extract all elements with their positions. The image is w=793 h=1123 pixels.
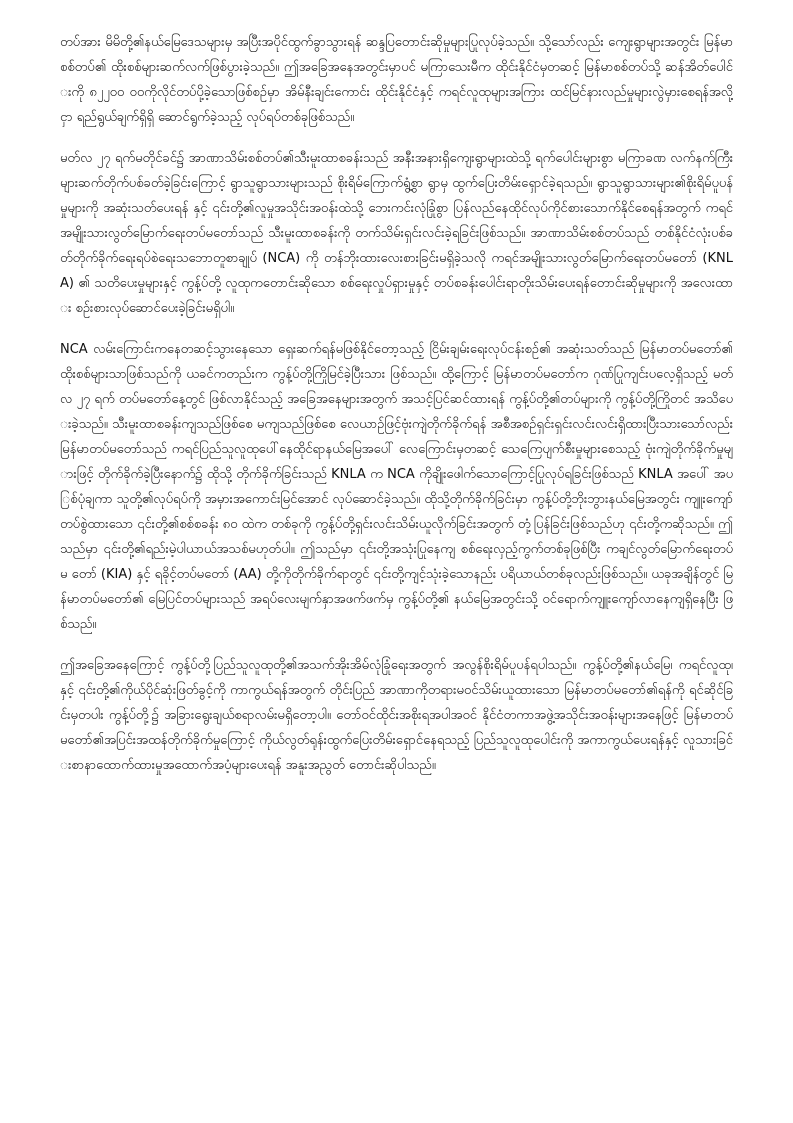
paragraph-march-27-events: မတ်လ ၂၇ ရက်မတိုင်ခင်၌ အာဏာသိမ်းစစ်တပ်၏သီးမူးထာစခန်းသည် အနီးအနားရှိကျေးရွာများထဲသို့ ရက်ပေါင်းများစွာ မကြာခဏ လက်နက်ကြီးများဆက်တိုက်ပစ်ခတ်ခဲ့ခြင်းကြောင့် ရွာသူရွာသားများသည် စိုးရိမ်ကြောက်ရွံ့စွာ ရွာမှ ထွက်ပြေးတိမ်းရှောင်ခဲ့ရသည်။ ရွာသူရွာသားများ၏စိုးရိမ်ပူပန်မှုများကို အဆုံးသတ်ပေးရန် နှင့် ၎င်းတို့၏လူမှုအသိုင်းအဝန်းထဲသို့ ဘေးကင်းလုံခြုံစွာ ပြန်လည်နေထိုင်လုပ်ကိုင်စားသောက်နိုင်စေရန်အတွက် ကရင်အမျိုးသားလွတ်မြောက်ရေးတပ်မတော်သည် သီးမူးထာစခန်းကို တက်သိမ်းရှင်းလင်းခဲ့ရခြင်းဖြစ်သည်။ အာဏာသိမ်းစစ်တပ်သည် တစ်နိုင်ငံလုံးပစ်ခတ်တိုက်ခိုက်ရေးရပ်စဲရေးသဘောတူစာချုပ် (NCA) ကို တန်ဘိုးထားလေးစားခြင်းမရှိခဲ့သလို ကရင်အမျိုးသားလွတ်မြောက်ရေးတပ်မတော် (KNLA) ၏ သတိပေးမှုများနှင့် ကွန့်ပ်တို့ လူထုကတောင်းဆိုသော စစ်ရေးလှုပ်ရှားမှုနှင့် တပ်စခန်းပေါင်းရာတိုးသိမ်းပေးရန်တောင်းဆိုမှုများကို အလေးထား စဉ်းစားလုပ်ဆောင်ပေးခဲ့ခြင်းမရှိပါ။ [60,151,733,316]
paragraph-appeal: ဤအခြေအနေကြောင့် ကွန့်ပ်တို့ပြည်သူလူထုတို့၏အသက်အိုးအိမ်လုံခြုံရေးအတွက် အလွန်စိုးရိမ်ပူပန်ရပါသည်။ ကွန့်ပ်တို့၏နယ်မြေ၊ ကရင်လူထု၊ နှင့် ၎င်းတို့၏ကိုယ်ပိုင်ဆုံးဖြတ်ခွင့်ကို ကာကွယ်ရန်အတွက် တိုင်းပြည် အာဏာကိုတရားမဝင်သိမ်းယူထားသော မြန်မာတပ်မတော်၏ရန်ကို ရင်ဆိုင်ခြင်းမှတပါး ကွန့်ပ်တို့၌ အခြားရွေးချယ်စရာလမ်းမရှိတော့ပါ။ တော်ဝင်ထိုင်းအစိုးရအပါအဝင် နိုင်ငံတကာအဖွဲ့အသိုင်းအဝန်းများအနေဖြင့် မြန်မာတပ်မတော်၏အပြင်းအထန်တိုက်ခိုက်မှုကြောင့် ကိုယ်လွတ်ရုန်းထွက်ပြေးတိမ်းရှောင်နေရသည့် ပြည်သူလူထုပေါင်းကို အကာကွယ်ပေးရန်နှင့် လူသားခြင်းစာနာထောက်ထားမှုအထောက်အပံ့များပေးရန် အနူးအညွတ် တောင်းဆိုပါသည်။ [60,658,733,773]
paragraph-intro-continuation: တပ်အား မိမိတို့၏နယ်မြေဒေသများမှ အပြီးအပိုင်ထွက်ခွာသွားရန် ဆန္ဒပြတောင်းဆိုမှုများပြုလုပ်ခဲ့သည်။ သို့သော်လည်း ကျေးရွာများအတွင်း မြန်မာစစ်တပ်၏ ထိုးစစ်များဆက်လက်ဖြစ်ပွားခဲ့သည်။ ဤအခြေအနေအတွင်းမှာပင် မကြာသေးမီက ထိုင်းနိုင်ငံမှတဆင့် မြန်မာစစ်တပ်သို့ ဆန်အိတ်ပေါင်းကို ၈၂၂၀ဝ ဝဝကိုလိုင်တပ်ပို့ခဲ့သောဖြစ်စဉ်မှာ အိမ်နီးချင်းကောင်း ထိုင်းနိုင်ငံနှင့် ကရင်လူထုများအကြား ထင်မြင်နားလည်မှုများလွဲမှားစေရန်အလို့ငှာ ရည်ရွယ်ချက်ရှိရှိ ဆောင်ရွက်ခဲ့သည့် လုပ်ရပ်တစ်ခုဖြစ်သည်။ [60,35,733,125]
paragraph-nca-airstrikes: NCA လမ်းကြောင်းကနေတဆင့်သွားနေသော ရှေးဆက်ရန်မဖြစ်နိုင်တော့သည့် ငြိမ်းချမ်းရေးလုပ်ငန်းစဉ်၏ အဆုံးသတ်သည် မြန်မာတပ်မတော်၏ထိုးစစ်များသာဖြစ်သည်ကို ယခင်ကတည်းက ကွန့်ပ်တို့ကြိုမြင်ခဲ့ပြီးသား ဖြစ်သည်။ ထို့ကြောင့် မြန်မာတပ်မတော်က ဂုဏ်ပြုကျင်းပလေ့ရှိသည့် မတ်လ ၂၇ ရက် တပ်မတော်နေ့တွင် ဖြစ်လာနိုင်သည့် အခြေအနေများအတွက် အသင့်ပြင်ဆင်ထားရန် ကွန့်ပ်တို့၏တပ်များကို ကွန့်ပ်တို့ကြိုတင် အသိပေးခဲ့သည်။ သီးမူးထာစခန်းကျသည်ဖြစ်စေ မကျသည်ဖြစ်စေ လေယာဉ်ဖြင့်ဗုံးကျဲတိုက်ခိုက်ရန် အစီအစဉ်ရှင်းရှင်းလင်းလင်းရှိထားပြီးသားသော်လည်း မြန်မာတပ်မတော်သည် ကရင်ပြည်သူလူထုပေါ်နေထိုင်ရာနယ်မြေအပေါ် လေကြောင်းမှတဆင့် သေကြေပျက်စီးမှုများစေသည့် ဗုံးကျဲတိုက်ခိုက်မှုများဖြင့် တိုက်ခိုက်ခဲ့ပြီးနောက်၌ ထိုသို့ တိုက်ခိုက်ခြင်းသည် KNLA က NCA ကိုချိုးဖေါက်သောကြောင့်ပြုလုပ်ရခြင်းဖြစ်သည် KNLA အပေါ် အပြစ်ပုံချကာ သူတို့၏လုပ်ရပ်ကို အမှားအကောင်းမြင်အောင် လုပ်ဆောင်ခဲ့သည်။ ထိုသို့တိုက်ခိုက်ခြင်းမှာ ကွန့်ပ်တို့ဘိုးဘွားနယ်မြေအတွင်း ကျူးကျော်တပ်စွဲထားသော ၎င်းတို့၏စစ်စခန်း ၈၀ ထဲက တစ်ခုကို ကွန့်ပ်တို့ရှင်းလင်းသိမ်းယူလိုက်ခြင်းအတွက် တုံ့ပြန်ခြင်းဖြစ်သည်ဟု ၎င်းတို့ကဆိုသည်။ ဤသည်မှာ ၎င်းတို့၏ရည်းမဲ့ပါယာယ်အသစ်မဟုတ်ပါ။ ဤသည်မှာ ၎င်းတို့အသုံးပြုနေကျ စစ်ရေးလှည့်ကွက်တစ်ခုဖြစ်ပြီး ကချင်လွတ်မြောက်ရေးတပ်မ တော် (KIA) နှင့် ရခိုင့်တပ်မတော် (AA) တို့ကိုတိုက်ခိုက်ရာတွင် ၎င်းတို့ကျင့်သုံးခဲ့သောနည်း ပရိယာယ်တစ်ခုလည်းဖြစ်သည်။ ယခုအချိန်တွင် မြန်မာတပ်မတော်၏ မြေပြင်တပ်များသည် အရပ်လေးမျက်နှာအဖက်ဖက်မှ ကွန့်ပ်တို့၏ နယ်မြေအတွင်းသို့ ဝင်ရောက်ကျူးကျော်လာနေကျရှိနေပြီး ဖြစ်သည်။ [60,342,733,632]
document-page [60,30,733,1100]
